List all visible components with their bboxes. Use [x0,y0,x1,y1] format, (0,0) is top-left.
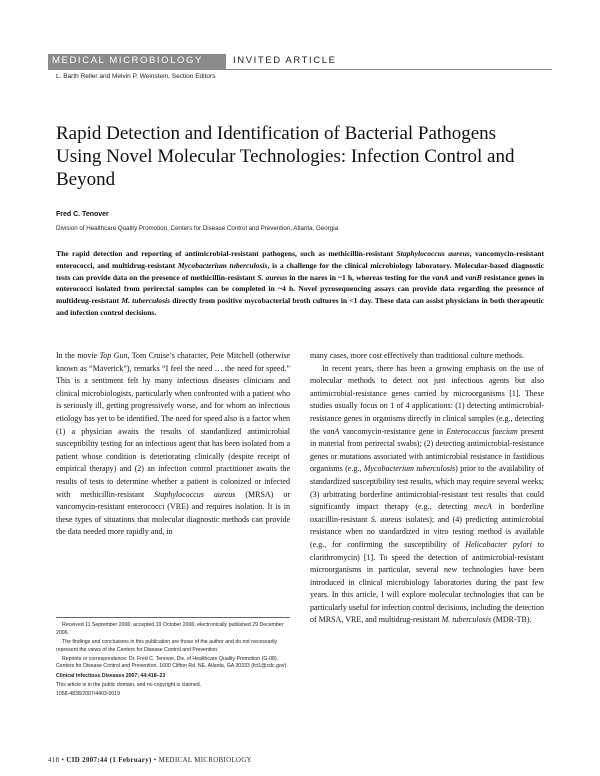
body-italic: vanA [322,426,340,436]
body-text: vancomycin-resistance gene in [339,426,447,436]
body-text: to clarithromycin) [1]. To speed the detection of antimicrobial-resistant microorganisms in particular, several new technologies have been introduced in clinical microbiology laboratories during the past few years. In this article, I will explore molecular technologies that can be particularly useful for infection control decisions, including the detection of MRSA, VRE, and multidrug-resistant [310,539,544,625]
body-italic: Helicobacter pylori [465,539,532,549]
body-text: in borderline oxacillin-resistant [310,502,544,524]
body-italic: M. tuberculosis [441,615,492,625]
abstract-text: in the nares in ~1 h, whereas testing for the [287,272,433,282]
footnote-public-domain: This article is in the public domain, and no copyright is claimed. [56,682,202,689]
footnote-disclaimer: The findings and conclusions in this publication are those of the author and do not necessarily represent the views of the Centers for Disease Control and Prevention. [56,638,278,653]
body-text: In recent years, there has been a growing emphasis on the use of molecular methods to detect not just infectious agents but also antimicrobial-resistance genes carried by microorganisms [1]. These studies usually focus on 1 of 4 applications: (1) detecting antimicrobial-resistance genes in organisms directly in clinical samples (e.g., detecting the [310,363,544,436]
page-number: 418 [48,757,60,764]
body-text: (MRSA) or vancomycin-resistant enterococci (VRE) and requires isolation. It is in these types of situations that molecular diagnostic methods can provide the data needed more rapidly and, in [56,489,290,537]
abstract-text: resistance genes in enterococci isolated from perirectal samples can be completed in ~4 h. Novel pyrosequencing assays can provide data regarding the presence of multidrug-resistant [56,272,544,306]
header-rule [48,69,552,70]
body-paragraph [310,363,544,627]
body-paragraph [56,350,290,539]
abstract-text: and [448,272,466,282]
footnote-doi: 1058-4838/2007/4403-0019 [56,691,121,698]
section-editors: L. Barth Reller and Melvin P. Weinstein, Section Editors [56,73,216,80]
abstract-italic: vanB [465,272,482,282]
section-label: MEDICAL MICROBIOLOGY [52,55,203,66]
body-italic: S. aureus [370,514,402,524]
footnote-received: Received 11 September 2006; accepted 19 October 2006; electronically published 29 December 2006. [56,622,284,636]
body-text: isolates); and (4) predicting antimicrobial resistance when no standardized in vitro testing method is available (e.g., for confirming the susceptibility of [310,514,544,549]
abstract-text: directly from positive mycobacterial broth cultures in <1 day. These data can assist physicians in both therapeutic and infection control decisions. [56,296,544,317]
body-text: In the movie [56,351,100,360]
abstract-italic: vanA [432,272,449,282]
article-type: INVITED ARTICLE [233,55,337,66]
body-text: (MDR-TB). [491,615,532,625]
abstract-italic: S. aureus [257,272,288,282]
page-footer: 418 • CID 2007:44 (1 February) • MEDICAL MICROBIOLOGY [48,757,252,764]
footer-section: MEDICAL MICROBIOLOGY [158,757,252,764]
footer-journal: CID 2007:44 (1 February) [66,757,152,764]
body-text: present in material from perirectal swabs); (2) detecting antimicrobial-resistance genes or mutations associated with antimicrobial resistance in fastidious organisms (e.g., [310,426,544,474]
body-text: ) prior to the availability of standardized susceptibility test results, which may require several weeks; (3) arbitrating borderline antimicrobial-resistant test results that could significantly impact therapy (e.g., detecting [310,464,544,512]
footnotes [56,622,290,700]
footnote-reprints: Reprints or correspondence: Dr. Fred C. Tenover, Div. of Healthcare Quality Promotion (G-08), Centers for Disease Control and Prevention, 1600 Clifton Rd. NE, Atlanta, GA 30333 (fct1@cdc.gov). [56,655,288,670]
body-italic: Staphylococcus aureus [154,489,236,499]
body-column-right [310,350,544,627]
author-affiliation: Division of Healthcare Quality Promotion, Centers for Disease Control and Prevention, Atlanta, Georgia [56,225,339,232]
article-title: Rapid Detection and Identification of Bacterial Pathogens Using Novel Molecular Technologies: Infection Control and Beyond [56,123,515,190]
body-italic: Top Gun [99,351,128,360]
abstract-italic: Staphylococcus aureus [396,249,470,258]
body-italic: mecA [474,502,492,512]
abstract [56,248,544,319]
footnote-journal: Clinical Infectious Diseases 2007; 44:418–23 [56,673,166,680]
body-text: , Tom Cruise’s character, Pete Mitchell (otherwise known as “Maverick”), remarks “I feel the need … the need for speed.” This is a sentiment felt by many infectious diseases clinicians and clinical microbiologists, particularly when confronted with a patient who is seriously ill, getting progressively worse, and for whom an infectious etiology has yet to be identified. The need for speed also is a factor when (1) a physician awaits the results of standardized antimicrobial susceptibility testing for an infectious agent that has been isolated from a patient whose condition is deteriorating clinically (despite receipt of empirical therapy) and (2) an infection control practitioner awaits the results of tests to determine whether a patient is colonized or infected with methicillin-resistant [56,351,290,499]
body-column-left [56,350,290,539]
body-italic: Mycobacterium tuberculosis [363,464,456,474]
abstract-text: , vancomycin-resistant enterococci, and multidrug-resistant [56,249,544,270]
author-name: Fred C. Tenover [56,211,109,218]
abstract-italic: M. tuberculosis [121,296,171,306]
abstract-italic: Mycobacterium tuberculosis [177,260,268,270]
abstract-text: The rapid detection and reporting of antimicrobial-resistant pathogens, such as methicillin-resistant [56,249,397,258]
body-italic: Enterococcus faecium [446,426,518,436]
abstract-text: , is a challenge for the clinical microbiology laboratory. Molecular-based diagnostic tests can provide data on the presence of methicillin-resistant [56,260,545,282]
section-banner [48,54,226,69]
footnote-rule [56,617,290,618]
body-paragraph: many cases, more cost effectively than traditional culture methods. [310,351,525,360]
